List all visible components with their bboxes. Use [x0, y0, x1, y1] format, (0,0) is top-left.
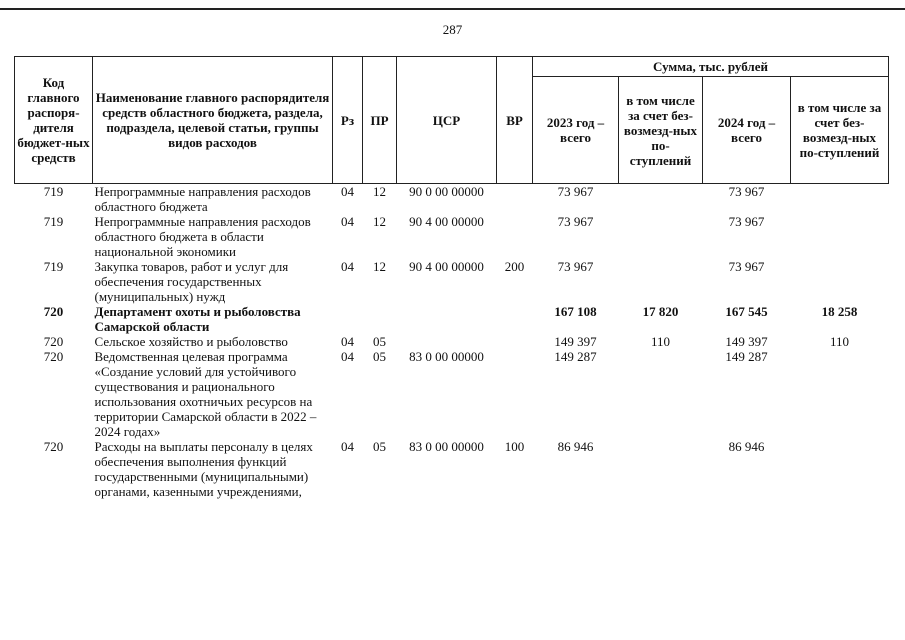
- row-name: Закупка товаров, работ и услуг для обеспечения государственных (муниципальных) нужд: [94, 259, 289, 304]
- page-number: 287: [442, 22, 463, 37]
- row-2024-grants: [791, 439, 889, 499]
- header-2024-total: 2024 год – всего: [703, 77, 791, 184]
- table-row: [15, 439, 889, 499]
- header-2024-grants: в том числе за счет без-возмезд-ных по-ступлений: [791, 77, 889, 184]
- row-vr: 200: [504, 259, 525, 274]
- row-2023-grants: 17 820: [642, 304, 679, 319]
- row-name: Непрограммные направления расходов областного бюджета в области национальной экономики: [94, 214, 311, 259]
- row-name: Непрограммные направления расходов областного бюджета: [94, 184, 311, 214]
- row-code: 720: [43, 304, 64, 319]
- row-code: 719: [43, 259, 64, 274]
- table-row: [15, 259, 889, 304]
- header-code: Код главного распоря-дителя бюджет-ных средств: [15, 57, 93, 184]
- top-rule: [0, 8, 905, 10]
- row-2024-total: 86 946: [728, 439, 765, 454]
- row-2023-grants: [619, 259, 703, 304]
- row-csr: 90 4 00 00000: [409, 259, 484, 274]
- header-sum-group: Сумма, тыс. рублей: [533, 57, 889, 77]
- row-rz: 04: [341, 439, 354, 454]
- row-2024-total: 167 545: [725, 304, 768, 319]
- row-2024-total: 149 287: [725, 349, 768, 364]
- header-pr: ПР: [363, 57, 397, 184]
- row-2024-grants: [791, 349, 889, 439]
- row-2024-grants: [791, 184, 889, 215]
- row-pr: [363, 304, 397, 334]
- row-pr: 05: [373, 349, 386, 364]
- row-rz: 04: [341, 259, 354, 274]
- row-2024-grants: [791, 214, 889, 259]
- row-2023-grants: [619, 439, 703, 499]
- row-2023-grants: [619, 184, 703, 215]
- table-row: [15, 214, 889, 259]
- row-2024-grants: 110: [829, 334, 850, 349]
- row-2023-total: 73 967: [557, 184, 594, 199]
- header-csr: ЦСР: [397, 57, 497, 184]
- row-vr: [497, 304, 533, 334]
- row-2023-total: 167 108: [554, 304, 597, 319]
- budget-table: [14, 56, 889, 499]
- row-2023-total: 149 287: [554, 349, 597, 364]
- row-pr: 05: [373, 439, 386, 454]
- row-name: Департамент охоты и рыболовства Самарской области: [94, 304, 301, 334]
- row-rz: 04: [341, 214, 354, 229]
- row-name: Расходы на выплаты персоналу в целях обеспечения выполнения функций государственными (муниципальными) органами, казенными учреждениями,: [94, 439, 313, 499]
- header-2023-total: 2023 год – всего: [533, 77, 619, 184]
- table-row: [15, 349, 889, 439]
- row-2024-total: 73 967: [728, 259, 765, 274]
- row-name: Ведомственная целевая программа «Создание условий для устойчивого существования и рационального использования охотничьих ресурсов на территории Самарской области в 2022 – 2024 годах»: [94, 349, 317, 439]
- row-2024-total: 149 397: [725, 334, 768, 349]
- row-2023-total: 73 967: [557, 259, 594, 274]
- row-code: 720: [43, 334, 64, 349]
- row-pr: 12: [373, 214, 386, 229]
- table-row: [15, 334, 889, 349]
- table-header: [15, 57, 889, 184]
- row-2023-grants: 110: [650, 334, 671, 349]
- row-2023-grants: [619, 214, 703, 259]
- header-name: Наименование главного распорядителя средств областного бюджета, раздела, подраздела, целевой статьи, группы видов расходов: [93, 57, 333, 184]
- row-code: 720: [43, 349, 64, 364]
- row-csr: 83 0 00 00000: [409, 439, 484, 454]
- row-rz: 04: [341, 349, 354, 364]
- row-2024-grants: [791, 259, 889, 304]
- row-2024-grants: 18 258: [821, 304, 858, 319]
- row-rz: 04: [341, 334, 354, 349]
- row-code: 719: [43, 214, 64, 229]
- row-csr: 90 0 00 00000: [409, 184, 484, 199]
- row-csr: [397, 304, 497, 334]
- row-2024-total: 73 967: [728, 214, 765, 229]
- table-row: [15, 304, 889, 334]
- row-rz: [333, 304, 363, 334]
- table-row: [15, 184, 889, 215]
- header-rz: Рз: [333, 57, 363, 184]
- row-csr: 83 0 00 00000: [409, 349, 484, 364]
- row-vr: [497, 184, 533, 215]
- row-2023-grants: [619, 349, 703, 439]
- row-2023-total: 149 397: [554, 334, 597, 349]
- row-pr: 12: [373, 259, 386, 274]
- row-2024-total: 73 967: [728, 184, 765, 199]
- row-name: Сельское хозяйство и рыболовство: [94, 334, 288, 349]
- header-vr: ВР: [497, 57, 533, 184]
- row-vr: [497, 334, 533, 349]
- row-vr: [497, 214, 533, 259]
- row-rz: 04: [341, 184, 354, 199]
- row-pr: 05: [373, 334, 386, 349]
- row-vr: [497, 349, 533, 439]
- row-pr: 12: [373, 184, 386, 199]
- row-csr: [397, 334, 497, 349]
- table-body: [15, 184, 889, 500]
- row-2023-total: 73 967: [557, 214, 594, 229]
- header-2023-grants: в том числе за счет без-возмезд-ных по-ступлений: [619, 77, 703, 184]
- row-csr: 90 4 00 00000: [409, 214, 484, 229]
- row-code: 719: [43, 184, 64, 199]
- row-vr: 100: [504, 439, 525, 454]
- row-2023-total: 86 946: [557, 439, 594, 454]
- row-code: 720: [43, 439, 64, 454]
